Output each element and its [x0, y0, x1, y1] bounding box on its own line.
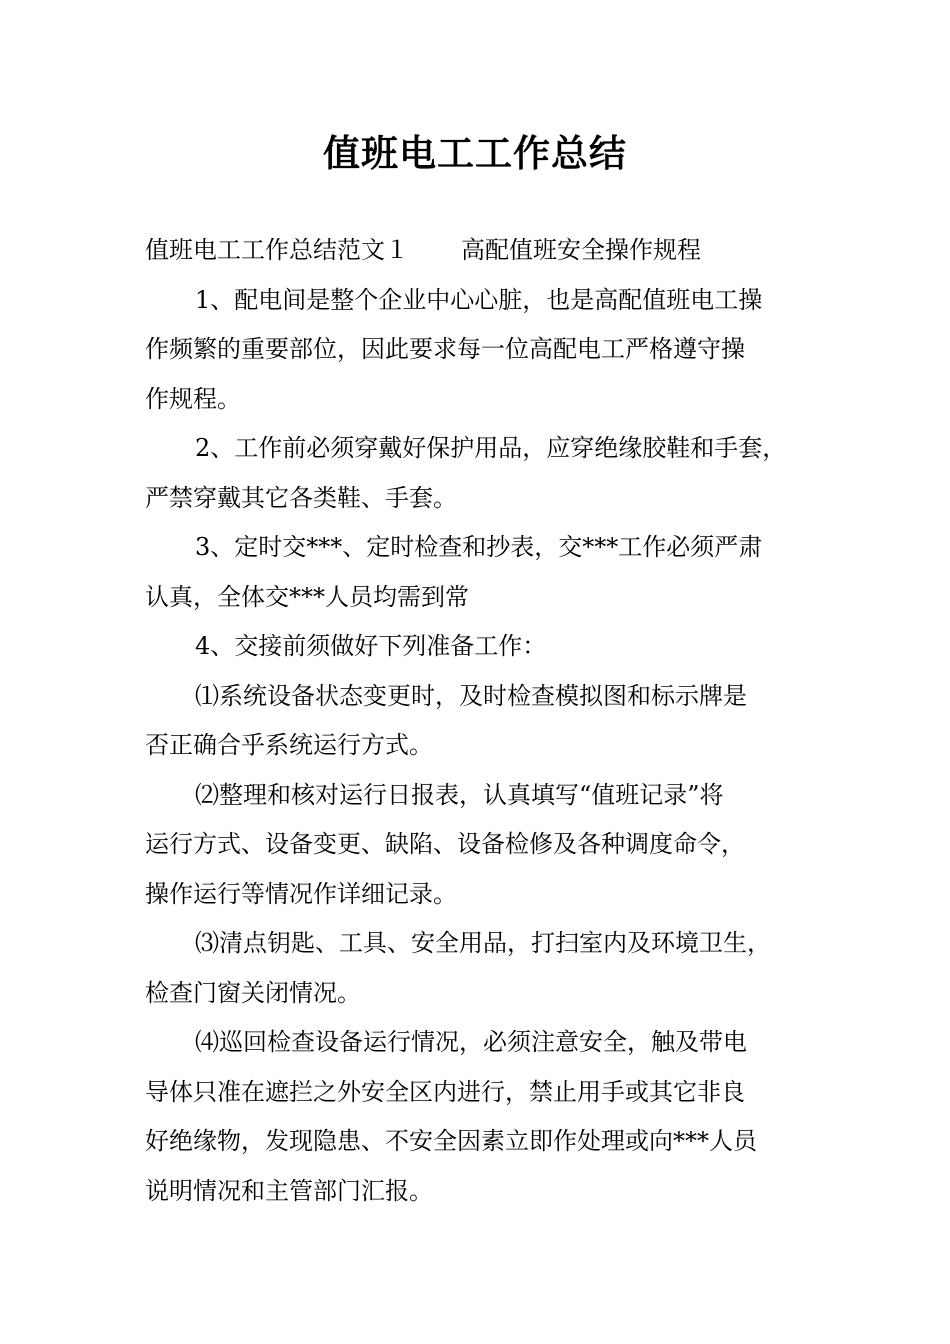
paragraph-line: 好绝缘物，发现隐患、不安全因素立即作处理或向***人员	[145, 1127, 757, 1155]
paragraph-line: 2、工作前必须穿戴好保护用品，应穿绝缘胶鞋和手套，	[195, 434, 787, 462]
paragraph-line: 操作运行等情况作详细记录。	[145, 879, 457, 908]
paragraph-line: 1、配电间是整个企业中心心脏，也是高配值班电工操	[195, 285, 763, 314]
paragraph-line: 3、定时交***、定时检查和抄表，交***工作必须严肃	[195, 533, 763, 561]
paragraph-line: 检查门窗关闭情况。	[145, 978, 361, 1007]
paragraph-line: 作频繁的重要部位，因此要求每一位高配电工严格遵守操	[145, 335, 745, 363]
paragraph-line: 说明情况和主管部门汇报。	[145, 1176, 433, 1205]
paragraph-line: 导体只准在遮拦之外安全区内进行，禁止用手或其它非良	[145, 1077, 745, 1106]
paragraph-line: 认真，全体交***人员均需到常	[145, 582, 469, 611]
paragraph-line: 严禁穿戴其它各类鞋、手套。	[145, 483, 457, 512]
paragraph-line: ⑵整理和核对运行日报表，认真填写“值班记录”将	[195, 780, 724, 809]
paragraph-line: 作规程。	[145, 384, 241, 413]
paragraph-line: ⑴系统设备状态变更时，及时检查模拟图和标示牌是	[195, 681, 747, 710]
document-body	[145, 226, 825, 1216]
paragraph-line: 运行方式、设备变更、缺陷、设备检修及各种调度命令，	[145, 830, 745, 858]
subtitle-left: 值班电工工作总结范文１	[145, 236, 409, 264]
paragraph-line: ⑷巡回检查设备运行情况，必须注意安全，触及带电	[195, 1028, 747, 1056]
paragraph-line: 4、交接前须做好下列准备工作：	[195, 632, 547, 660]
subtitle-right: 高配值班安全操作规程	[461, 236, 701, 264]
page-title: 值班电工工作总结	[323, 131, 627, 175]
paragraph-line: ⑶清点钥匙、工具、安全用品，打扫室内及环境卫生，	[195, 929, 771, 957]
subtitle-line	[145, 226, 825, 276]
paragraph-line: 否正确合乎系统运行方式。	[145, 731, 433, 759]
